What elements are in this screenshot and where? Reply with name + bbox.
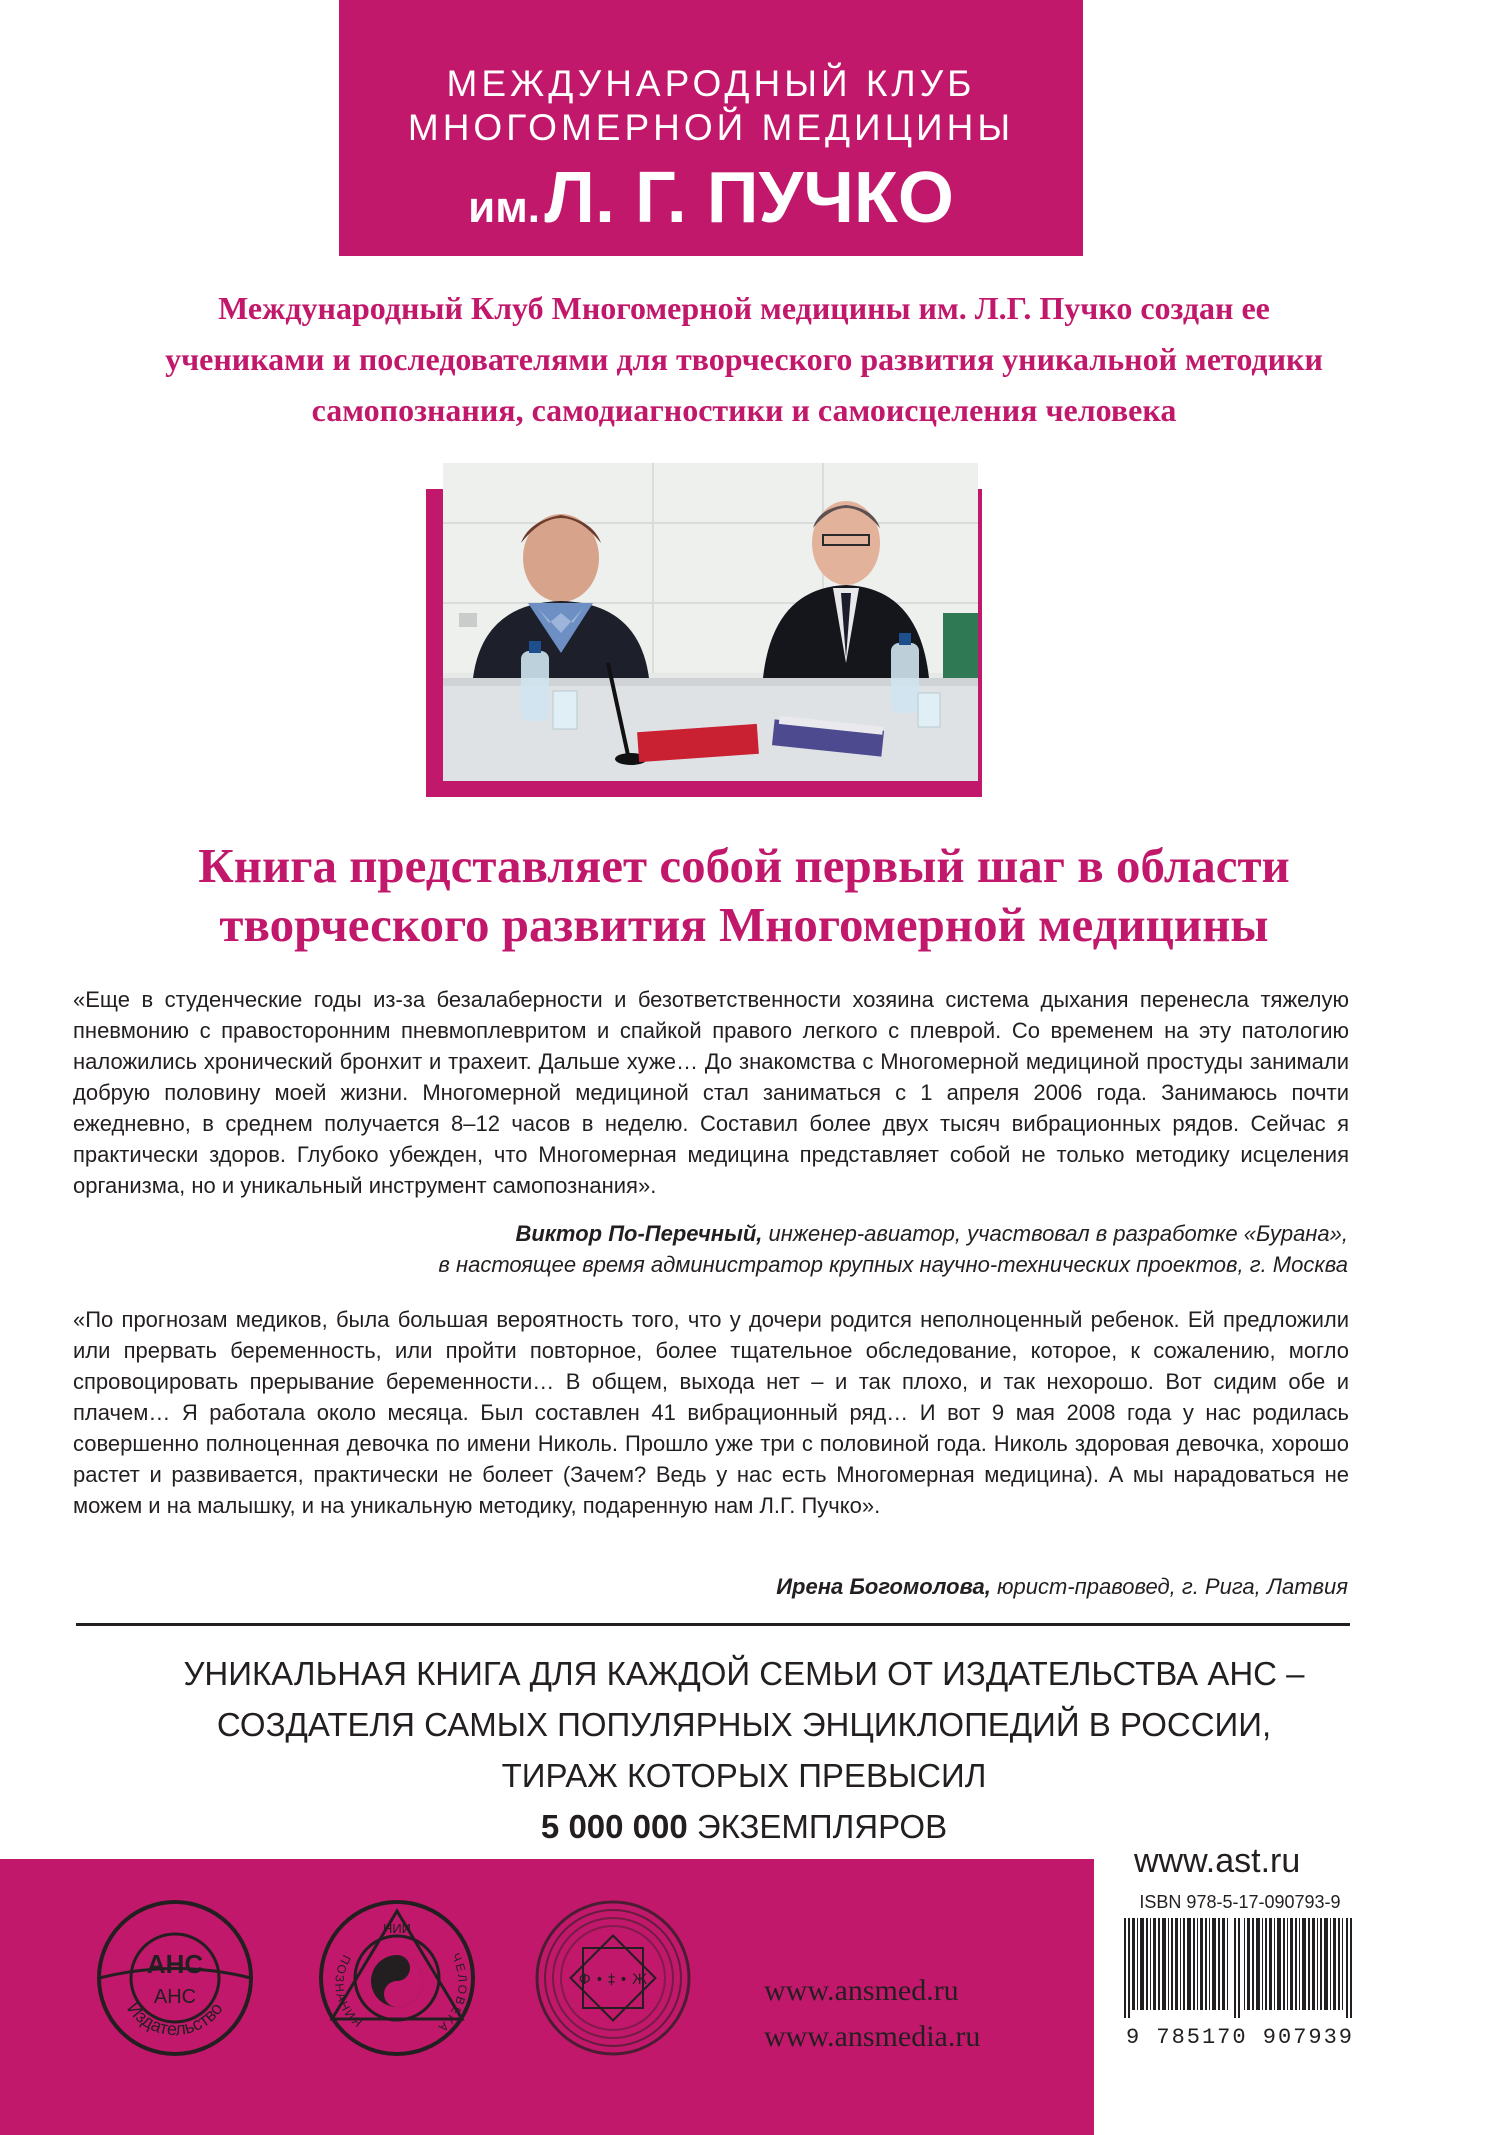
ans-logo-top-text: АНС bbox=[146, 1949, 204, 1979]
speakers-photo bbox=[443, 463, 978, 781]
promo-count-suffix: ЭКЗЕМПЛЯРОВ bbox=[687, 1808, 948, 1845]
nii-logo-right-text: ЧЕЛОВЕКА bbox=[434, 1950, 470, 2036]
testimonial-2-attribution bbox=[348, 1571, 1348, 1602]
website-link-ansmed[interactable]: www.ansmed.ru bbox=[764, 1974, 959, 2007]
symbol-logo-center-text: Ф • ‡ • Ж bbox=[578, 1972, 648, 1988]
yin-yang-icon bbox=[371, 1955, 423, 2007]
header-title-line1: МЕЖДУНАРОДНЫЙ КЛУБ bbox=[446, 63, 976, 104]
testimonial-2-author: Ирена Богомолова, bbox=[776, 1574, 991, 1599]
svg-text:ЧЕЛОВЕКА bbox=[434, 1951, 469, 2036]
ast-website[interactable]: www.ast.ru bbox=[1134, 1842, 1301, 1880]
promo-line: УНИКАЛЬНАЯ КНИГА ДЛЯ КАЖДОЙ СЕМЬИ ОТ ИЗДАТЕЛЬСТВА АНС – bbox=[183, 1655, 1305, 1692]
testimonial-1-text: «Еще в студенческие годы из-за безалаберности и безответственности хозяина система дыхания перенесла тяжелую пневмонию с правосторонним пневмоплевритом и спайкой правого легкого с плеврой. Со временем на эту патологию наложились хронический бронхит и трахеит. Дальше хуже… До знакомства с Многомерной медициной простуды занимали добрую половину моей жизни. Многомерной медициной стал заниматься с 1 апреля 2006 года. Занимаюсь почти ежедневно, в среднем получается 8–12 часов в неделю. Составил более двух тысяч вибрационных рядов. Сейчас я практически здоров. Глубоко убежден, что Многомерная медицина представляет собой не только методику исцеления организма, но и уникальный инструмент самопознания». bbox=[73, 987, 1349, 1198]
intro-text bbox=[40, 283, 1448, 436]
headline-line: творческого развития Многомерной медицины bbox=[219, 897, 1269, 952]
speakers-photo-illustration bbox=[443, 463, 978, 781]
testimonial-1-role: инженер-авиатор, участвовал в разработке «Бурана», bbox=[762, 1221, 1348, 1246]
nii-institute-logo bbox=[318, 1899, 476, 2057]
promo-count: 5 000 000 bbox=[540, 1808, 688, 1845]
testimonial-1-attribution bbox=[348, 1218, 1348, 1280]
header-title-line2: МНОГОМЕРНОЙ МЕДИЦИНЫ bbox=[407, 107, 1015, 148]
testimonial-1-author: Виктор По-Перечный, bbox=[515, 1221, 763, 1246]
header-prefix: им. bbox=[468, 183, 540, 232]
symbol-rings-logo bbox=[534, 1899, 692, 2057]
header-name: Л. Г. ПУЧКО bbox=[544, 158, 954, 238]
testimonial-2-role: юрист-правовед, г. Рига, Латвия bbox=[990, 1574, 1348, 1599]
intro-line: Международный Клуб Многомерной медицины им. Л.Г. Пучко создан ее bbox=[218, 290, 1270, 326]
headline-line: Книга представляет собой первый шаг в области bbox=[198, 838, 1290, 893]
isbn-number: ISBN 978-5-17-090793-9 bbox=[1139, 1892, 1341, 1912]
header-box bbox=[339, 0, 1083, 256]
section-divider bbox=[76, 1623, 1350, 1626]
header-title-name bbox=[339, 160, 1083, 256]
testimonial-2-text: «По прогнозам медиков, была большая вероятность того, что у дочери родится неполноценный ребенок. Ей предложили или прервать беременность, или пройти повторное, более тщательное обследование, которое, к сожалению, могло спровоцировать прерывание беременности… В общем, выхода нет – и так плохо, и так нехорошо. Вот сидим обе и плачем… Я работала около месяца. Был составлен 41 вибрационный ряд… И вот 9 мая 2008 года у нас родилась совершенно полноценная девочка по имени Николь. Прошло уже три с половиной года. Николь здоровая девочка, хорошо растет и развивается, практически не болеет (Зачем? Ведь у нас есть Многомерная медицина). А мы нарадоваться не можем и на малышку, и на уникальную методику, подаренную нам Л.Г. Пучко». bbox=[73, 1307, 1349, 1518]
publisher-websites bbox=[764, 1968, 1064, 2060]
website-link-ansmedia[interactable]: www.ansmedia.ru bbox=[764, 2020, 981, 2053]
barcode-digits: 9 785170 907939 bbox=[1125, 2025, 1355, 2050]
ans-publisher-logo bbox=[96, 1899, 254, 2057]
testimonial-1-attribution-line1 bbox=[348, 1218, 1348, 1249]
testimonial-1-role-line2: в настоящее время администратор крупных научно-технических проектов, г. Москва bbox=[438, 1252, 1348, 1277]
isbn-barcode bbox=[1124, 1918, 1356, 2018]
intro-line: самопознания, самодиагностики и самоисцеления человека bbox=[311, 392, 1177, 428]
ans-logo-mid-text: АНС bbox=[153, 1986, 197, 2008]
intro-line: учениками и последователями для творческого развития уникальной методики bbox=[165, 341, 1323, 377]
promo-line: СОЗДАТЕЛЯ САМЫХ ПОПУЛЯРНЫХ ЭНЦИКЛОПЕДИЙ В РОССИИ, bbox=[216, 1706, 1272, 1743]
nii-logo-top-text: НИИ bbox=[382, 1921, 412, 1936]
promo-line: ТИРАЖ КОТОРЫХ ПРЕВЫСИЛ bbox=[501, 1757, 987, 1794]
publisher-promo bbox=[40, 1648, 1448, 1852]
ans-logo-ring-text: Издательство bbox=[123, 1998, 227, 2040]
book-headline bbox=[40, 836, 1448, 954]
nii-logo-left-text: ПОЗНАНИЯ bbox=[332, 1952, 367, 2032]
